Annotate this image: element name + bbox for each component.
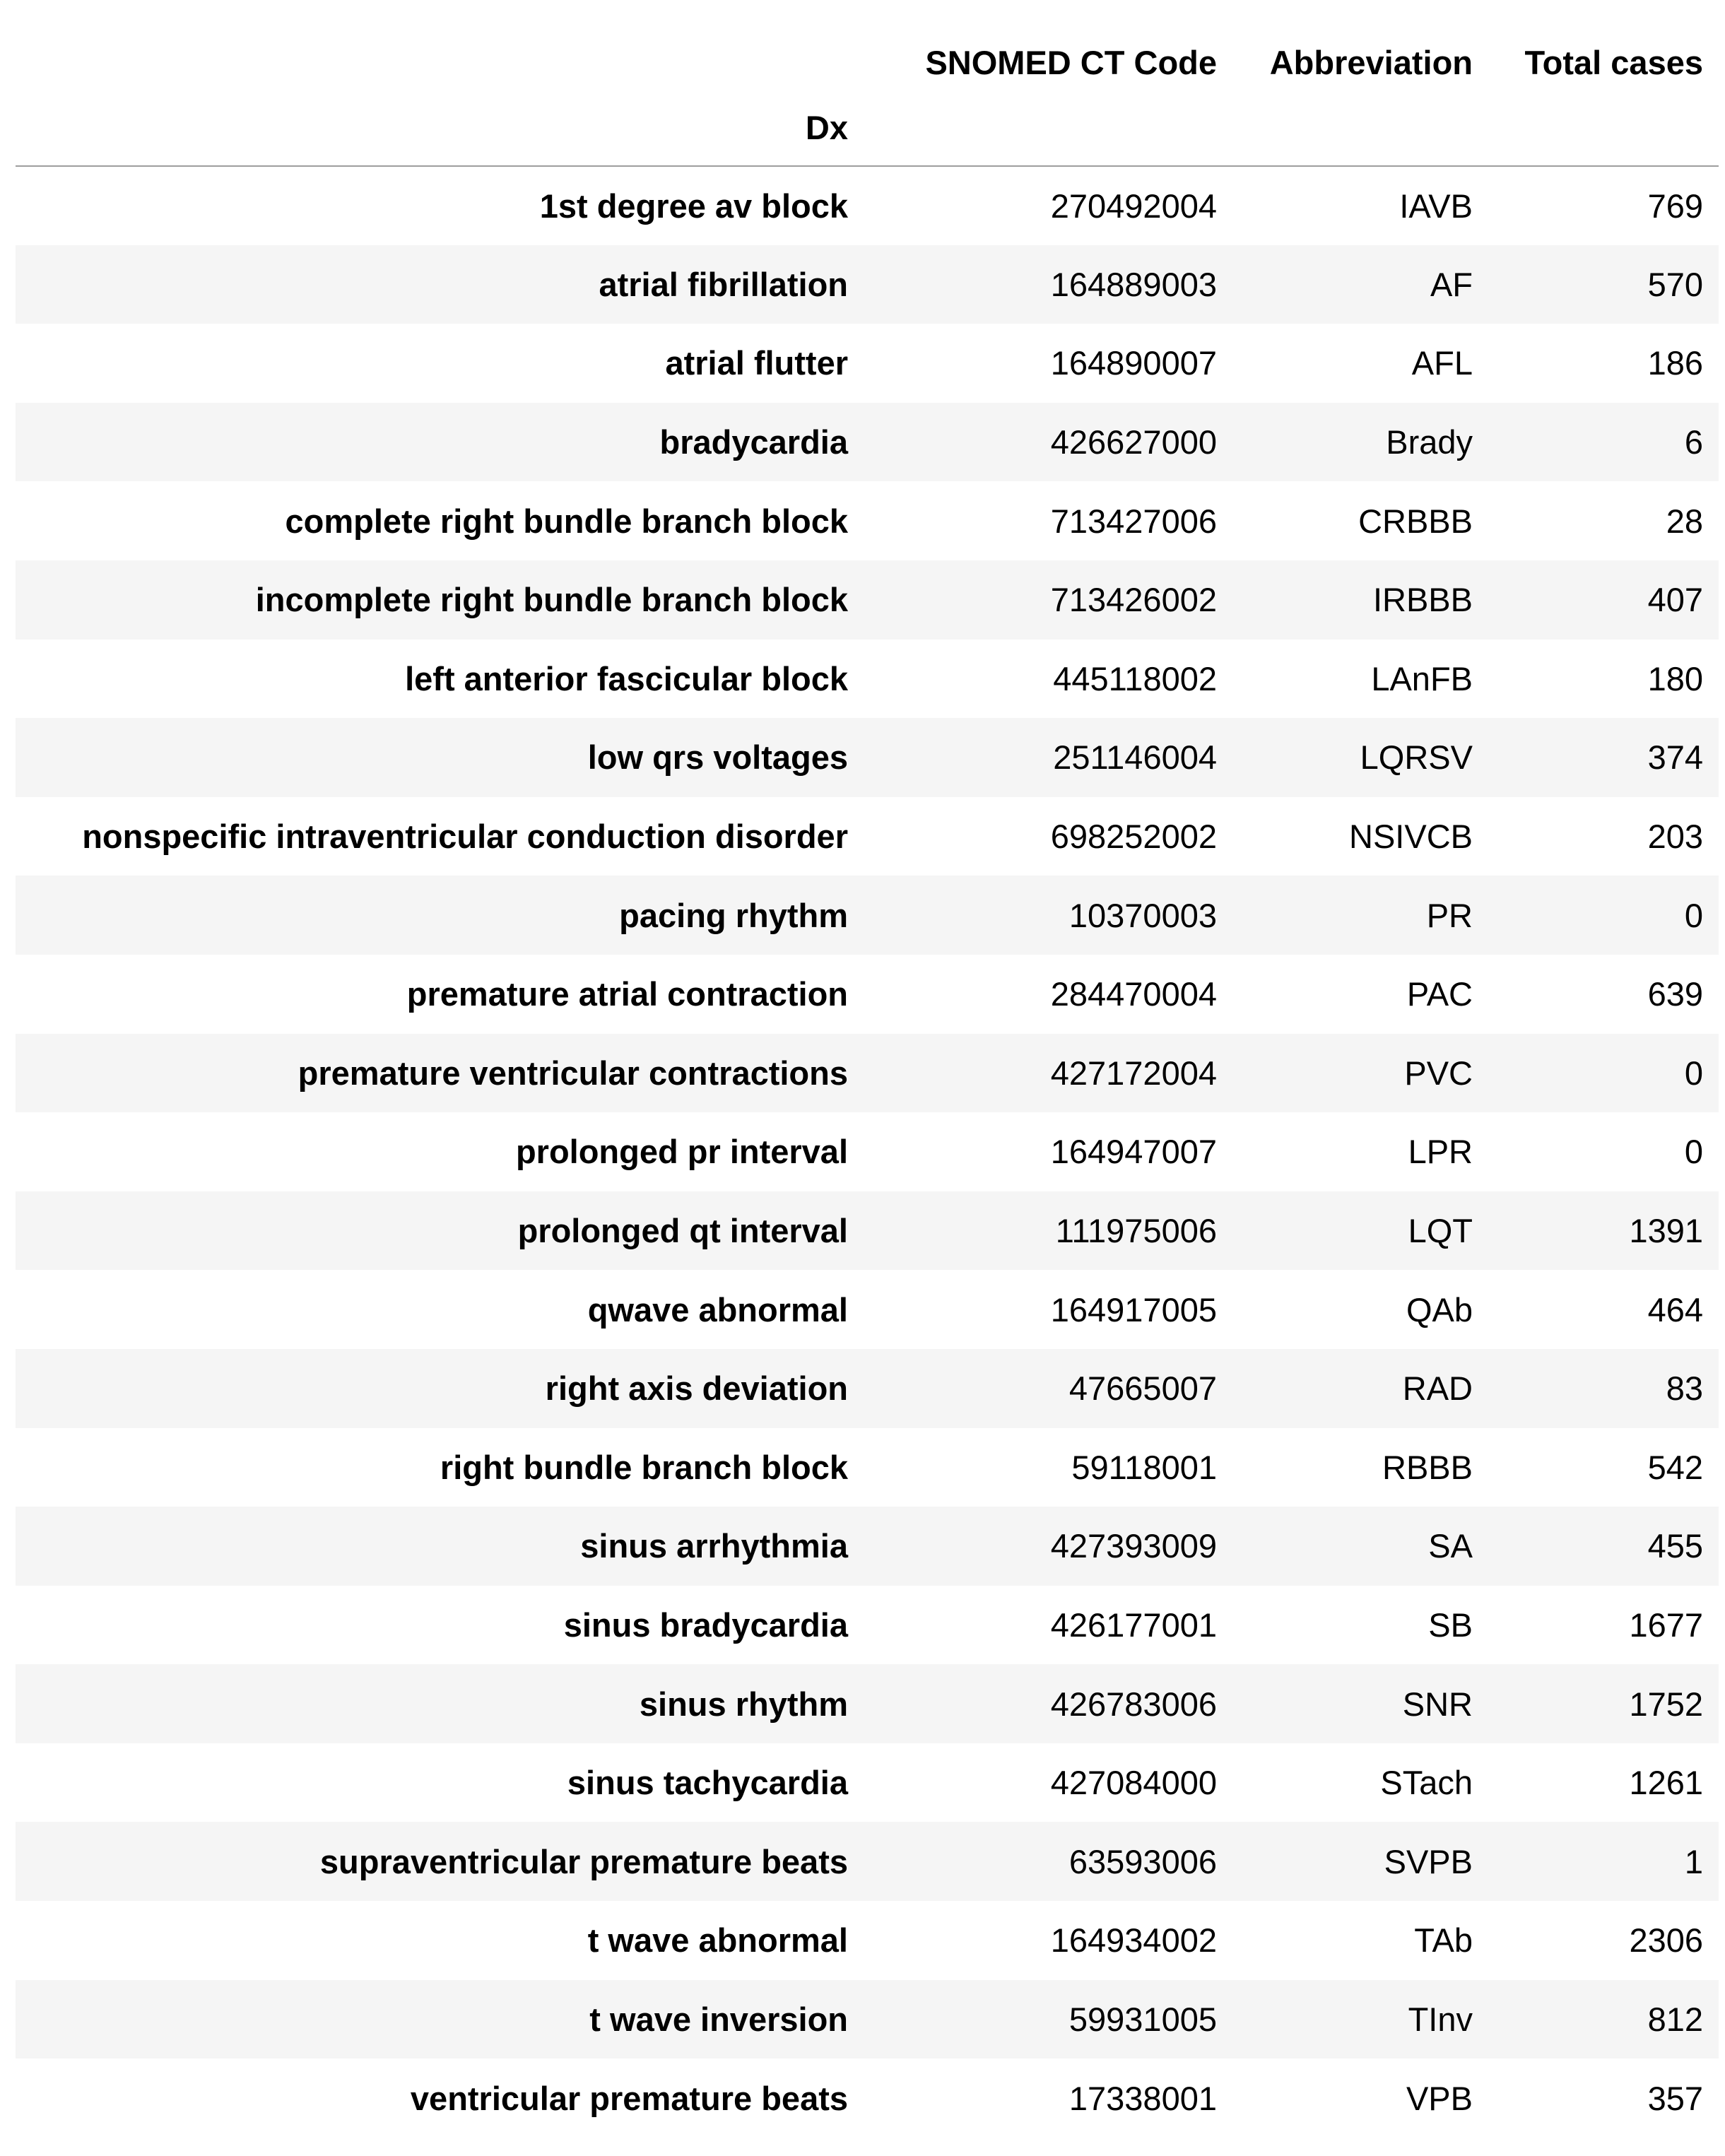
cell-abbreviation: AF — [1430, 265, 1473, 303]
cell-abbreviation: NSIVCB — [1349, 818, 1473, 856]
cell-snomed-code: 59118001 — [1071, 1448, 1217, 1486]
cell-snomed-code: 427172004 — [1050, 1054, 1217, 1092]
cell-snomed-code: 427084000 — [1050, 1764, 1217, 1802]
row-dx-label: atrial flutter — [665, 344, 848, 382]
cell-abbreviation: TInv — [1408, 2000, 1473, 2038]
table-row — [16, 1191, 1719, 1271]
row-dx-label: pacing rhythm — [619, 896, 848, 934]
cell-abbreviation: QAb — [1406, 1290, 1473, 1329]
cell-snomed-code: 17338001 — [1068, 2079, 1217, 2117]
blank-corner-header — [16, 0, 864, 89]
table-row — [16, 1349, 1719, 1428]
cell-abbreviation: SNR — [1402, 1685, 1473, 1723]
row-dx-label: low qrs voltages — [587, 738, 848, 777]
row-dx-label: ventricular premature beats — [410, 2079, 848, 2117]
table-row — [16, 560, 1719, 640]
table-row — [16, 2058, 1719, 2138]
row-dx-label: sinus rhythm — [639, 1685, 848, 1723]
table-row — [16, 876, 1719, 955]
cell-abbreviation: SVPB — [1384, 1842, 1473, 1880]
row-dx-label: atrial fibrillation — [599, 265, 848, 303]
cell-abbreviation: AFL — [1411, 344, 1473, 382]
table-row — [16, 1034, 1719, 1113]
cell-total-cases: 1261 — [1629, 1764, 1703, 1802]
column-header-total-cases: Total cases — [1524, 44, 1703, 81]
cell-total-cases: 0 — [1684, 896, 1703, 934]
cell-total-cases: 374 — [1647, 738, 1703, 777]
row-dx-label: t wave abnormal — [587, 1921, 848, 1960]
row-dx-label: complete right bundle branch block — [285, 502, 848, 540]
table-row — [16, 1270, 1719, 1349]
table-row — [16, 1664, 1719, 1743]
row-dx-label: bradycardia — [659, 423, 848, 461]
table-row — [16, 403, 1719, 482]
table-row — [16, 481, 1719, 560]
dataframe-container — [16, 0, 1719, 2138]
table-row — [16, 718, 1719, 797]
cell-snomed-code: 270492004 — [1050, 187, 1217, 225]
cell-snomed-code: 698252002 — [1050, 818, 1217, 856]
row-dx-label: sinus arrhythmia — [580, 1527, 848, 1565]
index-header-blank — [1488, 89, 1719, 166]
cell-abbreviation: RAD — [1402, 1369, 1473, 1408]
cell-total-cases: 639 — [1647, 975, 1703, 1013]
row-dx-label: premature ventricular contractions — [298, 1054, 848, 1092]
table-header — [16, 0, 1719, 166]
cell-total-cases: 83 — [1666, 1369, 1703, 1408]
cell-abbreviation: IRBBB — [1372, 581, 1473, 619]
column-header-snomed-code: SNOMED CT Code — [925, 44, 1217, 81]
cell-abbreviation: PAC — [1406, 975, 1473, 1013]
cell-abbreviation: SB — [1428, 1606, 1473, 1644]
cell-snomed-code: 164947007 — [1050, 1133, 1217, 1171]
row-dx-label: supraventricular premature beats — [319, 1842, 848, 1880]
index-header-dx: Dx — [16, 89, 864, 166]
table-row — [16, 1743, 1719, 1822]
row-dx-label: premature atrial contraction — [406, 975, 848, 1013]
column-header-abbreviation: Abbreviation — [1269, 44, 1473, 81]
table-row — [16, 1822, 1719, 1901]
cell-snomed-code: 111975006 — [1055, 1212, 1217, 1250]
table-row — [16, 1112, 1719, 1191]
index-header-blank — [864, 89, 1232, 166]
cell-abbreviation: IAVB — [1399, 187, 1473, 225]
cell-snomed-code: 713427006 — [1050, 502, 1217, 540]
cell-abbreviation: LQT — [1408, 1212, 1473, 1250]
table-row — [16, 1980, 1719, 2059]
cell-snomed-code: 426627000 — [1050, 423, 1217, 461]
row-dx-label: prolonged pr interval — [515, 1133, 848, 1171]
table-row — [16, 955, 1719, 1034]
cell-total-cases: 1677 — [1629, 1606, 1703, 1644]
cell-total-cases: 203 — [1647, 818, 1703, 856]
cell-snomed-code: 426177001 — [1050, 1606, 1217, 1644]
row-dx-label: left anterior fascicular block — [405, 659, 848, 697]
table-row — [16, 1901, 1719, 1980]
cell-snomed-code: 10370003 — [1068, 896, 1217, 934]
cell-abbreviation: CRBBB — [1358, 502, 1473, 540]
cell-total-cases: 1752 — [1629, 1685, 1703, 1723]
cell-total-cases: 186 — [1647, 344, 1703, 382]
cell-total-cases: 0 — [1684, 1133, 1703, 1171]
cell-abbreviation: LQRSV — [1360, 738, 1473, 777]
row-dx-label: prolonged qt interval — [517, 1212, 848, 1250]
cell-snomed-code: 284470004 — [1050, 975, 1217, 1013]
cell-abbreviation: Brady — [1386, 423, 1473, 461]
cell-total-cases: 542 — [1647, 1448, 1703, 1486]
cell-abbreviation: SA — [1428, 1527, 1473, 1565]
cell-total-cases: 455 — [1647, 1527, 1703, 1565]
table-row — [16, 1428, 1719, 1507]
cell-total-cases: 1391 — [1629, 1212, 1703, 1250]
column-header-row — [16, 0, 1719, 89]
row-dx-label: right bundle branch block — [440, 1448, 848, 1486]
cell-total-cases: 0 — [1684, 1054, 1703, 1092]
cell-abbreviation: PVC — [1404, 1054, 1473, 1092]
cell-total-cases: 180 — [1647, 659, 1703, 697]
row-dx-label: incomplete right bundle branch block — [255, 581, 848, 619]
cell-total-cases: 812 — [1647, 2000, 1703, 2038]
cell-total-cases: 570 — [1647, 265, 1703, 303]
cell-total-cases: 6 — [1684, 423, 1703, 461]
cell-snomed-code: 713426002 — [1050, 581, 1217, 619]
cell-total-cases: 1 — [1684, 1842, 1703, 1880]
row-dx-label: sinus bradycardia — [563, 1606, 848, 1644]
row-dx-label: nonspecific intraventricular conduction disorder — [82, 818, 848, 856]
cell-total-cases: 28 — [1666, 502, 1703, 540]
table-body — [16, 166, 1719, 2138]
diagnosis-table — [16, 0, 1719, 2138]
cell-total-cases: 2306 — [1629, 1921, 1703, 1960]
cell-snomed-code: 427393009 — [1050, 1527, 1217, 1565]
table-row — [16, 166, 1719, 245]
row-dx-label: 1st degree av block — [539, 187, 848, 225]
cell-abbreviation: TAb — [1414, 1921, 1473, 1960]
row-dx-label: qwave abnormal — [587, 1290, 848, 1329]
cell-total-cases: 407 — [1647, 581, 1703, 619]
row-dx-label: t wave inversion — [589, 2000, 848, 2038]
cell-snomed-code: 63593006 — [1068, 1842, 1217, 1880]
index-header-blank — [1232, 89, 1488, 166]
table-row — [16, 1586, 1719, 1665]
table-row — [16, 797, 1719, 876]
cell-snomed-code: 445118002 — [1053, 659, 1217, 697]
cell-snomed-code: 426783006 — [1050, 1685, 1217, 1723]
cell-snomed-code: 164917005 — [1050, 1290, 1217, 1329]
cell-abbreviation: STach — [1380, 1764, 1473, 1802]
table-row — [16, 324, 1719, 403]
row-dx-label: sinus tachycardia — [567, 1764, 848, 1802]
cell-abbreviation: LAnFB — [1371, 659, 1473, 697]
cell-snomed-code: 59931005 — [1068, 2000, 1217, 2038]
cell-snomed-code: 47665007 — [1068, 1369, 1217, 1408]
cell-snomed-code: 164934002 — [1050, 1921, 1217, 1960]
cell-abbreviation: RBBB — [1382, 1448, 1473, 1486]
cell-abbreviation: VPB — [1406, 2079, 1473, 2117]
table-row — [16, 1507, 1719, 1586]
cell-total-cases: 464 — [1647, 1290, 1703, 1329]
row-dx-label: right axis deviation — [545, 1369, 848, 1408]
cell-abbreviation: LPR — [1408, 1133, 1473, 1171]
index-header-row — [16, 89, 1719, 166]
table-row — [16, 245, 1719, 324]
cell-snomed-code: 164890007 — [1050, 344, 1217, 382]
table-row — [16, 640, 1719, 719]
cell-total-cases: 357 — [1647, 2079, 1703, 2117]
cell-snomed-code: 164889003 — [1050, 265, 1217, 303]
cell-abbreviation: PR — [1426, 896, 1473, 934]
cell-total-cases: 769 — [1647, 187, 1703, 225]
cell-snomed-code: 251146004 — [1053, 738, 1217, 777]
